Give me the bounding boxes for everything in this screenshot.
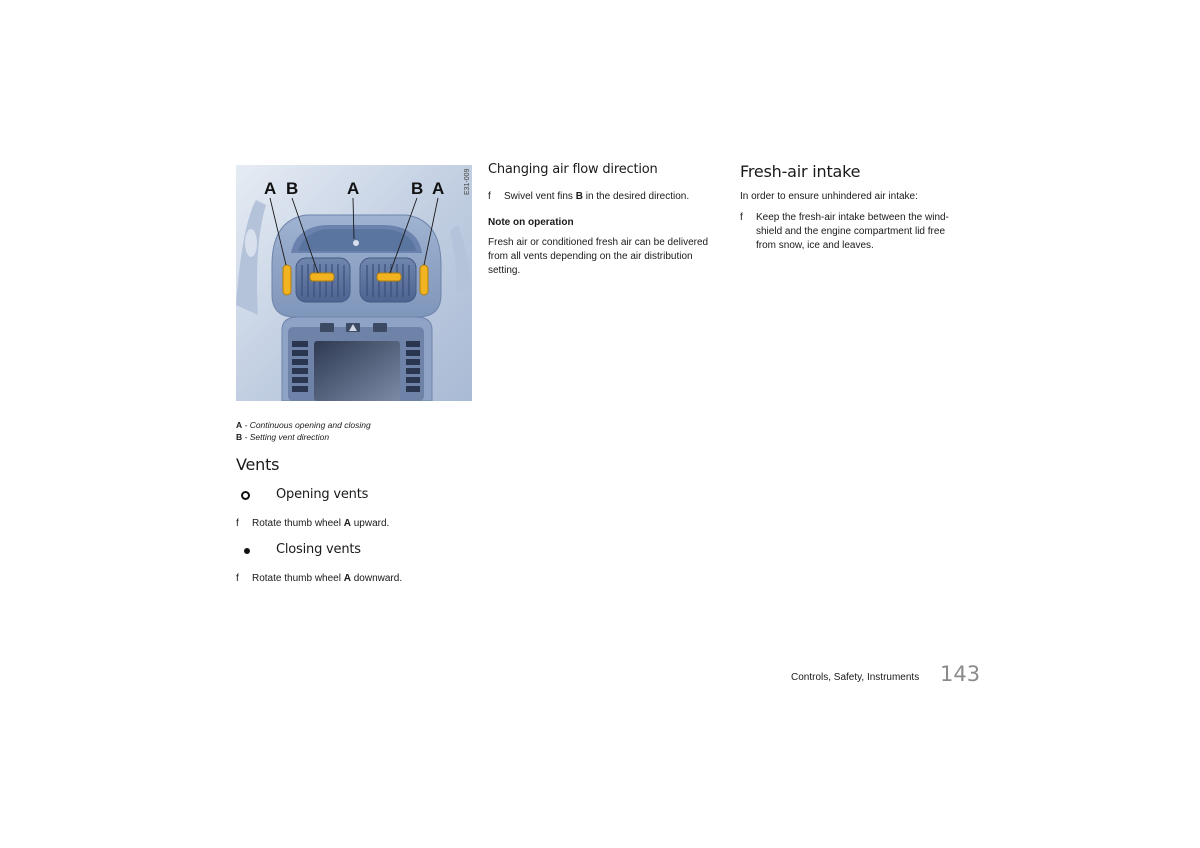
note-text [488,236,733,278]
figure-image-code: E31-009 [464,168,471,195]
figure-caption-b [236,431,329,443]
note-line: from all vents depending on the air distribution [488,251,693,262]
step-text: Swivel vent fins B in the desired direction. [504,191,690,202]
footer-section-label: Controls, Safety, Instruments [791,672,920,683]
note-line: Fresh air or conditioned fresh air can be delivered [488,237,709,248]
closing-vents-heading: Closing vents [276,542,361,557]
figure-letter-2: B [286,179,299,198]
figure-caption-a [236,419,371,431]
step-marker: f [236,573,239,584]
fresh-air-heading: Fresh-air intake [740,162,861,181]
note-line: setting. [488,265,521,276]
fresh-air-step [740,211,980,253]
figure-letter-4: B [411,179,424,198]
step-text: Keep the fresh-air intake between the wind- shield and the engine compartment lid free from snow, ice and leaves. [756,212,949,251]
airflow-step [488,190,728,204]
airflow-heading: Changing air flow direction [488,162,658,177]
figure-letter-3: A [347,179,360,198]
filled-dot-icon [244,548,250,554]
opening-vents-heading: Opening vents [276,487,369,502]
caption-text: - Setting vent direction [242,432,330,442]
step-marker: f [236,518,239,529]
closing-vents-step [236,572,466,586]
caption-text: - Continuous opening and closing [242,420,371,430]
vents-title: Vents [236,455,280,474]
page-number: 143 [940,662,981,686]
opening-vents-step [236,517,466,531]
step-text: Rotate thumb wheel A upward. [252,518,390,529]
caption-key: A [236,420,243,430]
open-circle-icon [241,491,250,500]
step-marker: f [488,191,491,202]
figure-letter-5: A [432,179,445,198]
figure-letter-1: A [264,179,277,198]
fresh-air-intro: In order to ensure unhindered air intake: [740,191,918,202]
caption-key: B [236,432,243,442]
step-text: Rotate thumb wheel A downward. [252,573,403,584]
note-heading: Note on operation [488,217,574,228]
step-marker: f [740,212,743,223]
dashboard-vents-illustration [236,165,472,401]
